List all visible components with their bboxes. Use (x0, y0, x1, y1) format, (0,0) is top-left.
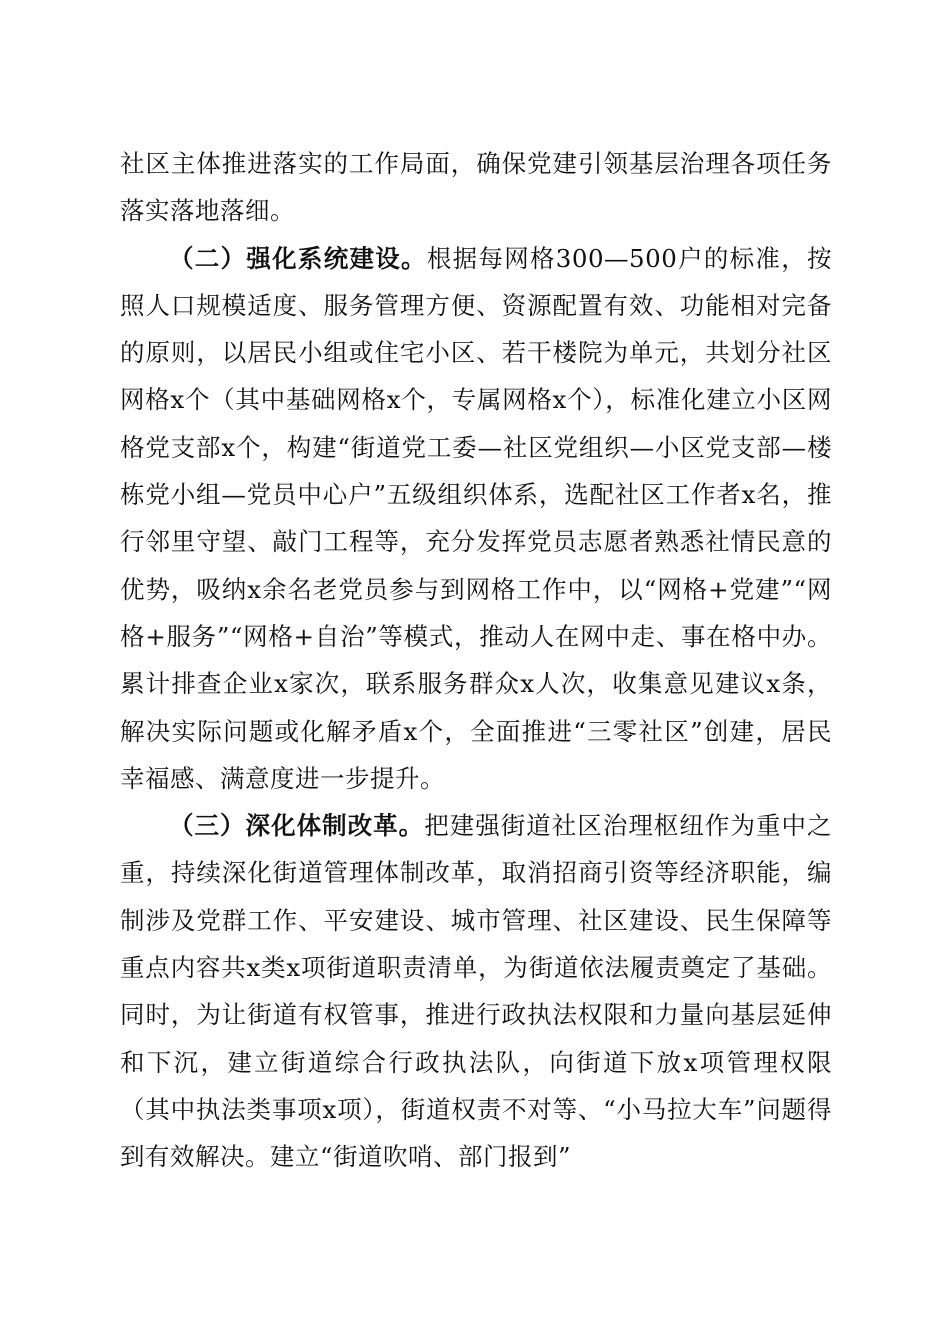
paragraph-heading: （二）强化系统建设。 (169, 243, 427, 273)
paragraph-system-building (120, 235, 832, 803)
paragraph-text: 社区主体推进落实的工作局面，确保党建引领基层治理各项任务落实落地落细。 (120, 149, 832, 226)
paragraph-heading: （三）深化体制改革。 (169, 811, 425, 841)
paragraph-text: 把建强街道社区治理枢纽作为重中之重，持续深化街道管理体制改革，取消招商引资等经济职能，编制涉及党群工作、平安建设、城市管理、社区建设、民生保障等重点内容共x类x项街道职责清单，为街道依法履责奠定了基础。同时，为让街道有权管事，推进行政执法权限和力量向基层延伸和下沉，建立街道综合行政执法队，向街道下放x项管理权限（其中执法类事项x项），街道权责不对等、“小马拉大车”问题得到有效解决。建立“街道吹哨、部门报到” (120, 811, 833, 1172)
paragraph-system-reform (120, 802, 832, 1180)
paragraph-continuation (120, 140, 832, 235)
document-body (120, 140, 832, 1181)
paragraph-text: 根据每网格300—500户的标准，按照人口规模适度、服务管理方便、资源配置有效、功能相对完备的原则，以居民小组或住宅小区、若干楼院为单元，共划分社区网格x个（其中基础网格x个，专属网格x个），标准化建立小区网格党支部x个，构建“街道党工委—社区党组织—小区党支部—楼栋党小组—党员中心户”五级组织体系，选配社区工作者x名，推行邻里守望、敲门工程等，充分发挥党员志愿者熟悉社情民意的优势，吸纳x余名老党员参与到网格工作中，以“网格+党建”“网格+服务”“网格+自治”等模式，推动人在网中走、事在格中办。累计排查企业x家次，联系服务群众x人次，收集意见建议x条，解决实际问题或化解矛盾x个，全面推进“三零社区”创建，居民幸福感、满意度进一步提升。 (120, 243, 832, 793)
